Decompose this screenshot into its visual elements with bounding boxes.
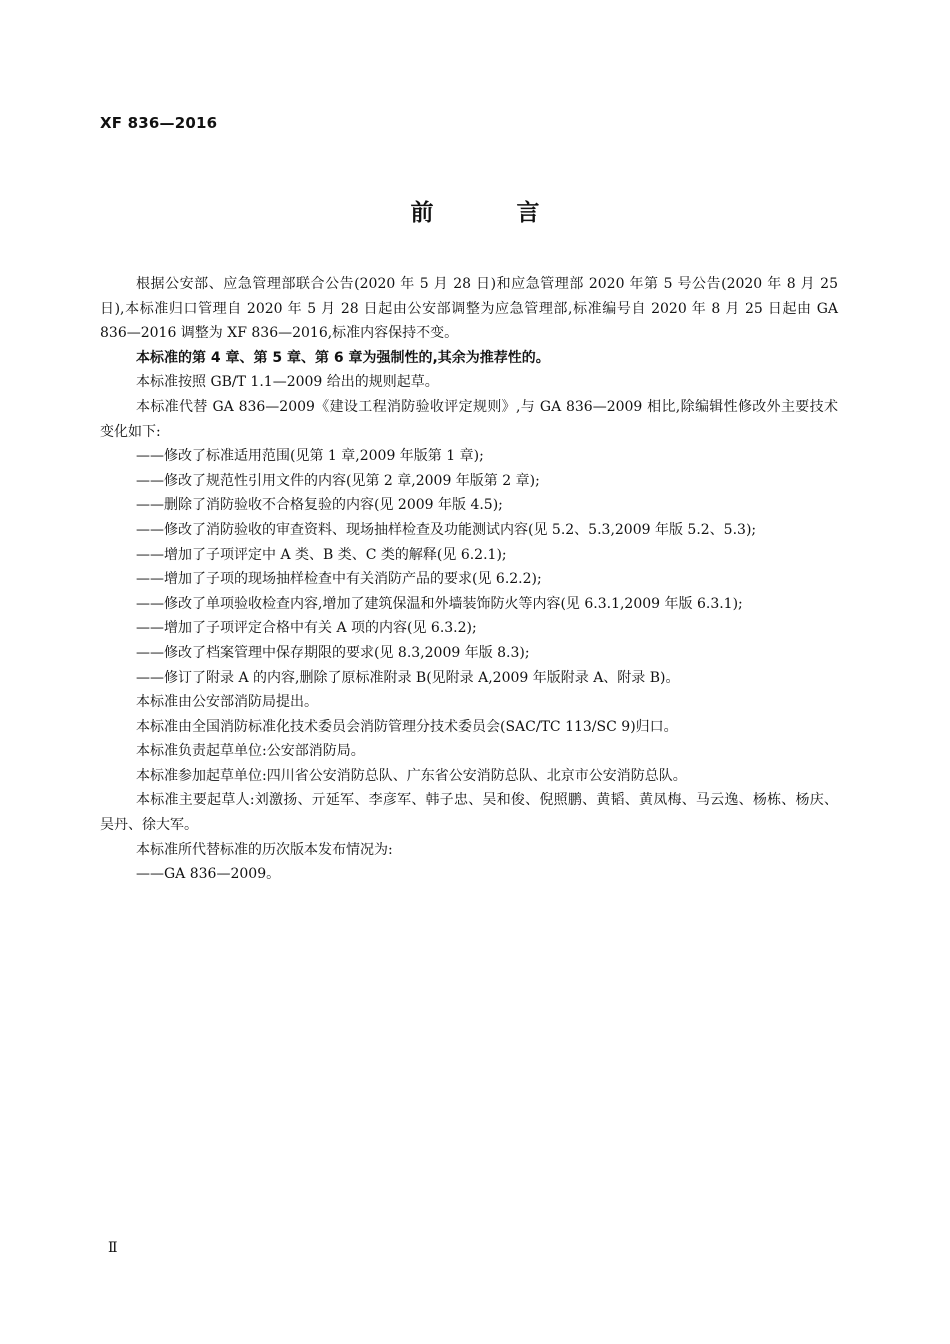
paragraph-responsible-unit: 本标准负责起草单位:公安部消防局。 (136, 743, 365, 760)
change-item: ——增加了子项的现场抽样检查中有关消防产品的要求(见 6.2.2); (136, 571, 542, 588)
history-item: ——GA 836—2009。 (136, 866, 281, 883)
change-item: ——修改了消防验收的审查资料、现场抽样检查及功能测试内容(见 5.2、5.3,2009 年版 5.2、5.3); (136, 521, 757, 538)
standard-code-header: XF 836—2016 (100, 114, 218, 132)
change-item: ——修订了附录 A 的内容,删除了原标准附录 B(见附录 A,2009 年版附录 A、附录 B)。 (136, 669, 680, 686)
paragraph-centralized-by: 本标准由全国消防标准化技术委员会消防管理分技术委员会(SAC/TC 113/SC 9)归口。 (136, 718, 678, 735)
paragraph-replacement: 本标准代替 GA 836—2009《建设工程消防验收评定规则》,与 GA 836—2009 相比,除编辑性修改外主要技术变化如下: (100, 398, 838, 440)
page-number: Ⅱ (108, 1240, 118, 1256)
paragraph-drafters: 本标准主要起草人:刘激扬、亓延军、李彦军、韩子忠、吴和俊、倪照鹏、黄韬、黄凤梅、马云逸、杨栋、杨庆、吴丹、徐大军。 (100, 792, 838, 834)
change-item: ——删除了消防验收不合格复验的内容(见 2009 年版 4.5); (136, 497, 503, 514)
page-title: 前 言 (410, 200, 570, 226)
paragraph-announcement: 根据公安部、应急管理部联合公告(2020 年 5 月 28 日)和应急管理部 2020 年第 5 号公告(2020 年 8 月 25 日),本标准归口管理自 2020 年 5 月 28 日起由公安部调整为应急管理部,标准编号自 2020 年 8 月 25 日起由 GA 836—2016 调整为 XF 836—2016,标准内容保持不变。 (100, 276, 838, 342)
change-item: ——修改了标准适用范围(见第 1 章,2009 年版第 1 章); (136, 448, 484, 465)
paragraph-history-intro: 本标准所代替标准的历次版本发布情况为: (136, 841, 393, 858)
paragraph-proposed-by: 本标准由公安部消防局提出。 (136, 694, 318, 711)
change-item: ——修改了单项验收检查内容,增加了建筑保温和外墙装饰防火等内容(见 6.3.1,2009 年版 6.3.1); (136, 595, 743, 612)
change-item: ——增加了子项评定合格中有关 A 项的内容(见 6.3.2); (136, 620, 477, 637)
paragraph-participating-units: 本标准参加起草单位:四川省公安消防总队、广东省公安消防总队、北京市公安消防总队。 (136, 767, 687, 784)
paragraph-drafting-rules: 本标准按照 GB/T 1.1—2009 给出的规则起草。 (136, 374, 439, 391)
change-item: ——修改了档案管理中保存期限的要求(见 8.3,2009 年版 8.3); (136, 644, 530, 661)
paragraph-mandatory-chapters: 本标准的第 4 章、第 5 章、第 6 章为强制性的,其余为推荐性的。 (136, 349, 550, 366)
foreword-body (100, 272, 838, 887)
change-item: ——修改了规范性引用文件的内容(见第 2 章,2009 年版第 2 章); (136, 472, 540, 489)
change-item: ——增加了子项评定中 A 类、B 类、C 类的解释(见 6.2.1); (136, 546, 507, 563)
